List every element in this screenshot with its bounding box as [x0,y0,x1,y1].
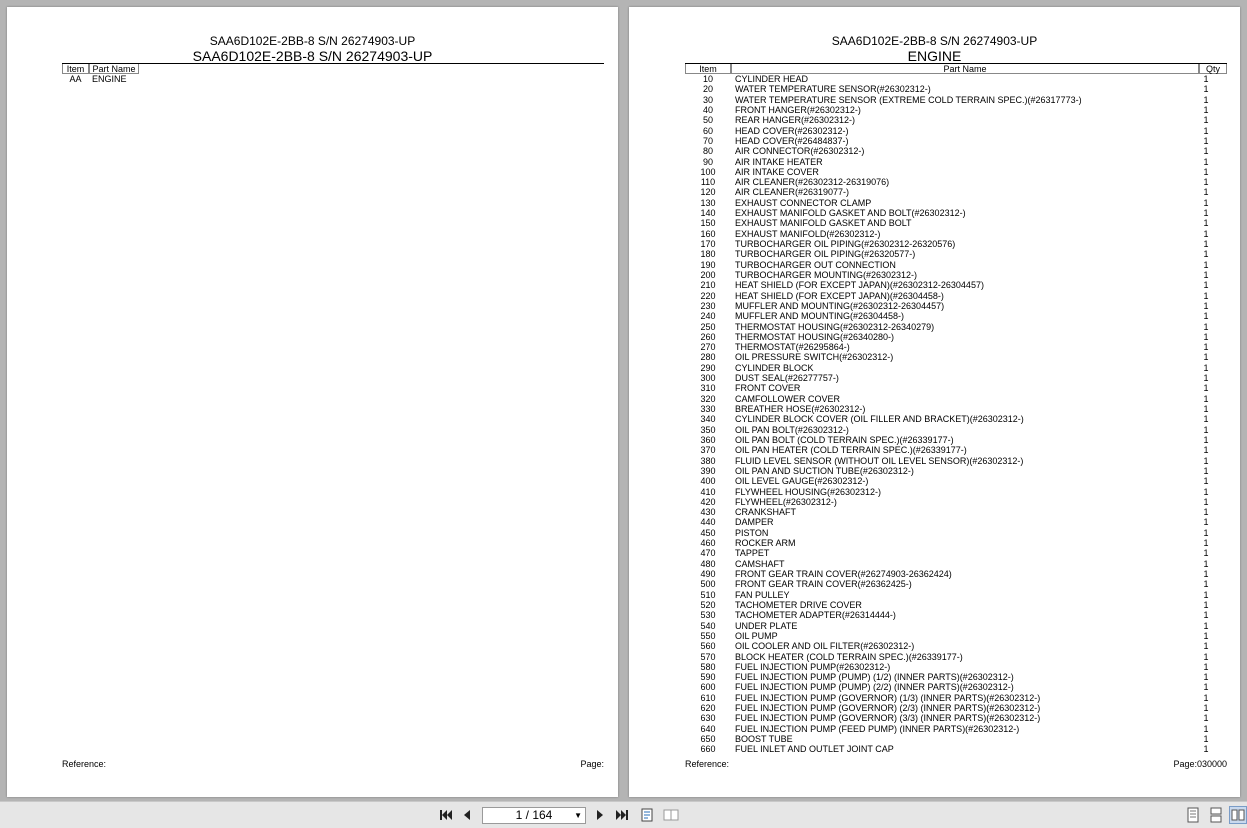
list-item[interactable] [629,84,1240,94]
row-qty: 1 [1203,104,1209,115]
row-part-name: TURBOCHARGER OIL PIPING(#26320577-) [735,249,916,260]
list-item[interactable] [629,95,1240,105]
list-item[interactable] [629,404,1240,414]
row-qty: 1 [1203,228,1209,239]
row-item-number: 340 [700,414,716,425]
row-item-number: 60 [702,125,713,136]
row-item-number: 630 [700,713,716,724]
row-part-name: THERMOSTAT HOUSING(#26340280-) [735,331,895,342]
list-item[interactable] [629,208,1240,218]
row-qty: 1 [1203,239,1209,249]
row-qty: 1 [1203,661,1209,672]
row-item-number: 590 [700,672,716,683]
row-item-number: 530 [700,610,716,621]
row-qty: 1 [1203,404,1209,414]
first-page-icon[interactable] [437,806,455,824]
left-page [7,7,618,797]
row-part-name: TURBOCHARGER OIL PIPING(#26302312-26320576) [735,239,956,249]
list-item[interactable] [629,270,1240,280]
list-item[interactable] [629,239,1240,249]
right-page-number: Page:030000 [1173,759,1227,769]
row-qty: 1 [1203,713,1209,724]
row-qty: 1 [1203,249,1209,260]
row-item-number: 370 [700,445,716,456]
viewer-toolbar [0,801,1247,828]
row-item-number: 130 [700,197,716,208]
row-item-number: 480 [700,558,716,569]
row-qty: 1 [1203,692,1209,703]
list-item[interactable] [629,363,1240,373]
row-item-number: 110 [700,177,716,188]
row-item-number: 10 [702,74,713,84]
row-item-number: 120 [700,187,716,198]
row-item-number: 260 [700,331,716,342]
row-part-name: FUEL INJECTION PUMP (FEED PUMP) (INNER PARTS)(#26302312-) [735,723,1020,734]
row-part-name: TACHOMETER DRIVE COVER [735,599,862,610]
list-item[interactable] [629,724,1240,734]
row-part-name: OIL PAN BOLT (COLD TERRAIN SPEC.)(#26339177-) [735,434,954,445]
row-part-name: FLUID LEVEL SENSOR (WITHOUT OIL LEVEL SENSOR)(#26302312-) [735,455,1024,466]
row-part-name: REAR HANGER(#26302312-) [735,115,856,126]
row-item-number: 660 [700,744,716,755]
row-item-number: 650 [700,734,716,744]
row-item-number: 40 [702,104,713,115]
row-item-number: 400 [700,476,716,487]
row-part-name: THERMOSTAT HOUSING(#26302312-26340279) [735,321,935,332]
row-item-number: 300 [700,373,716,384]
row-qty: 1 [1203,208,1209,219]
row-part-name: HEAD COVER(#26484837-) [735,135,849,146]
row-qty: 1 [1203,383,1209,394]
row-qty: 1 [1203,125,1209,136]
row-item-number: 310 [700,383,716,394]
row-qty: 1 [1203,527,1209,538]
left-page-number: Page: [580,759,604,769]
row-part-name: AIR INTAKE COVER [735,166,819,177]
list-item[interactable] [629,187,1240,197]
row-qty: 1 [1203,465,1209,476]
row-qty: 1 [1203,672,1209,683]
left-col-item: Item [62,64,89,74]
row-item-number: 620 [700,703,716,714]
list-item[interactable] [629,497,1240,507]
row-part-name: EXHAUST CONNECTOR CLAMP [735,197,872,208]
row-item-number: 320 [700,393,716,404]
row-qty: 1 [1203,156,1209,167]
row-item-number: 470 [700,548,716,559]
row-item-number: 280 [700,352,716,363]
row-item-number: 30 [702,94,713,105]
list-item[interactable] [629,600,1240,610]
row-qty: 1 [1203,548,1209,559]
row-item-number: 70 [702,135,713,146]
row-qty: 1 [1203,496,1209,507]
list-item[interactable] [7,74,618,84]
list-item[interactable] [629,352,1240,362]
row-qty: 1 [1203,166,1209,177]
row-qty: 1 [1203,74,1209,84]
row-item-number: 490 [700,569,716,579]
row-part-name: OIL PRESSURE SWITCH(#26302312-) [735,352,894,363]
row-part-name: THERMOSTAT(#26295864-) [735,342,850,353]
row-qty: 1 [1203,342,1209,353]
row-part-name: AIR INTAKE HEATER [735,156,823,167]
row-qty: 1 [1203,321,1209,332]
right-header-title: ENGINE [907,48,962,64]
row-item-number: 450 [700,527,716,538]
row-qty: 1 [1203,682,1209,693]
row-qty: 1 [1203,455,1209,466]
list-item[interactable] [629,662,1240,672]
row-part-name: FUEL INJECTION PUMP(#26302312-) [735,661,891,672]
row-item-number: 160 [700,228,716,239]
row-part-name: FUEL INJECTION PUMP (GOVERNOR) (1/3) (INNER PARTS)(#26302312-) [735,692,1041,703]
left-row-item: AA [69,74,82,84]
row-qty: 1 [1203,734,1209,744]
list-item[interactable] [629,435,1240,445]
row-qty: 1 [1203,311,1209,322]
row-item-number: 520 [700,599,716,610]
view-continuous-icon[interactable] [1207,806,1225,824]
list-item[interactable] [629,414,1240,424]
row-qty: 1 [1203,476,1209,487]
row-part-name: HEAT SHIELD (FOR EXCEPT JAPAN)(#26304458-) [735,290,944,301]
list-item[interactable] [629,476,1240,486]
row-part-name: BREATHER HOSE(#26302312-) [735,404,866,414]
list-item[interactable] [629,445,1240,455]
row-qty: 1 [1203,744,1209,755]
list-item[interactable] [629,146,1240,156]
row-part-name: FUEL INLET AND OUTLET JOINT CAP [735,744,894,755]
row-part-name: HEAD COVER(#26302312-) [735,125,849,136]
row-part-name: OIL LEVEL GAUGE(#26302312-) [735,476,869,487]
row-item-number: 510 [700,589,716,600]
list-item[interactable] [629,559,1240,569]
list-item[interactable] [629,229,1240,239]
list-item[interactable] [629,280,1240,290]
row-qty: 1 [1203,373,1209,384]
row-qty: 1 [1203,599,1209,610]
row-item-number: 20 [702,84,713,95]
row-part-name: DUST SEAL(#26277757-) [735,373,839,384]
row-part-name: EXHAUST MANIFOLD GASKET AND BOLT [735,218,912,229]
row-qty: 1 [1203,434,1209,445]
row-item-number: 240 [700,311,716,322]
row-qty: 1 [1203,507,1209,518]
row-qty: 1 [1203,723,1209,734]
right-col-qty: Qty [1199,64,1227,74]
list-item[interactable] [629,301,1240,311]
list-item[interactable] [629,466,1240,476]
row-item-number: 640 [700,723,716,734]
list-item[interactable] [629,394,1240,404]
row-item-number: 600 [700,682,716,693]
page-indicator[interactable] [482,807,586,824]
row-part-name: FRONT GEAR TRAIN COVER(#26362425-) [735,579,912,590]
row-qty: 1 [1203,269,1209,280]
row-qty: 1 [1203,610,1209,621]
row-qty: 1 [1203,177,1209,188]
row-part-name: CYLINDER HEAD [735,74,809,84]
row-qty: 1 [1203,641,1209,652]
row-part-name: MUFFLER AND MOUNTING(#26302312-26304457) [735,300,945,311]
row-item-number: 180 [700,249,716,260]
list-item[interactable] [629,652,1240,662]
row-qty: 1 [1203,84,1209,95]
right-parts-list [629,74,1240,755]
list-item[interactable] [629,517,1240,527]
row-qty: 1 [1203,362,1209,373]
row-qty: 1 [1203,538,1209,549]
list-item[interactable] [629,693,1240,703]
list-item[interactable] [629,383,1240,393]
list-item[interactable] [629,157,1240,167]
row-item-number: 550 [700,630,716,641]
row-item-number: 200 [700,269,716,280]
row-part-name: FLYWHEEL HOUSING(#26302312-) [735,486,882,497]
row-part-name: OIL PAN AND SUCTION TUBE(#26302312-) [735,465,914,476]
row-part-name: FRONT GEAR TRAIN COVER(#26274903-26362424) [735,569,952,579]
row-item-number: 570 [700,651,716,662]
row-part-name: CAMFOLLOWER COVER [735,393,841,404]
list-item[interactable] [629,74,1240,84]
list-item[interactable] [629,528,1240,538]
row-item-number: 150 [700,218,716,229]
row-item-number: 210 [700,280,716,291]
row-qty: 1 [1203,197,1209,208]
left-col-part-name: Part Name [89,64,139,74]
row-item-number: 350 [700,424,716,435]
row-part-name: FUEL INJECTION PUMP (GOVERNOR) (2/3) (INNER PARTS)(#26302312-) [735,703,1041,714]
row-qty: 1 [1203,517,1209,528]
list-item[interactable] [629,672,1240,682]
list-item[interactable] [629,631,1240,641]
row-item-number: 250 [700,321,716,332]
right-reference: Reference: [685,759,730,769]
row-item-number: 100 [700,166,716,177]
list-item[interactable] [629,105,1240,115]
row-item-number: 460 [700,538,716,549]
view-facing-icon[interactable] [1229,806,1247,824]
next-page-icon[interactable] [591,806,609,824]
row-qty: 1 [1203,579,1209,590]
list-item[interactable] [629,332,1240,342]
list-item[interactable] [629,115,1240,125]
row-part-name: WATER TEMPERATURE SENSOR (EXTREME COLD TERRAIN SPEC.)(#26317773-) [735,94,1082,105]
row-qty: 1 [1203,424,1209,435]
row-part-name: BLOCK HEATER (COLD TERRAIN SPEC.)(#26339177-) [735,651,963,662]
left-reference: Reference: [62,759,107,769]
row-qty: 1 [1203,135,1209,146]
row-qty: 1 [1203,589,1209,600]
view-single-icon[interactable] [1184,806,1202,824]
row-item-number: 190 [700,259,716,270]
row-item-number: 540 [700,620,716,631]
single-page-icon[interactable] [638,806,656,824]
left-header-rule [62,63,604,64]
row-item-number: 50 [702,115,713,126]
row-item-number: 380 [700,455,716,466]
row-qty: 1 [1203,300,1209,311]
list-item[interactable] [629,682,1240,692]
row-item-number: 270 [700,342,716,353]
row-item-number: 560 [700,641,716,652]
row-item-number: 90 [702,156,713,167]
list-item[interactable] [629,249,1240,259]
row-qty: 1 [1203,630,1209,641]
list-item[interactable] [629,579,1240,589]
list-item[interactable] [629,569,1240,579]
row-part-name: WATER TEMPERATURE SENSOR(#26302312-) [735,84,931,95]
row-item-number: 500 [700,579,716,590]
list-item[interactable] [629,487,1240,497]
right-page [629,7,1240,797]
page-indicator-text: 1 / 164 [515,808,553,822]
list-item[interactable] [629,538,1240,548]
list-item[interactable] [629,260,1240,270]
list-item[interactable] [629,218,1240,228]
right-col-part-name: Part Name [731,64,1199,74]
row-part-name: MUFFLER AND MOUNTING(#26304458-) [735,311,905,322]
list-item[interactable] [629,548,1240,558]
row-item-number: 410 [700,486,716,497]
row-item-number: 170 [700,239,716,249]
left-header-big: SAA6D102E-2BB-8 S/N 26274903-UP [192,48,433,64]
row-qty: 1 [1203,558,1209,569]
row-part-name: TURBOCHARGER MOUNTING(#26302312-) [735,269,918,280]
row-item-number: 220 [700,290,716,301]
list-item[interactable] [629,342,1240,352]
row-qty: 1 [1203,393,1209,404]
row-qty: 1 [1203,218,1209,229]
row-part-name: ROCKER ARM [735,538,796,549]
facing-pages-icon[interactable] [662,806,680,824]
row-part-name: CAMSHAFT [735,558,785,569]
row-part-name: DAMPER [735,517,774,528]
right-col-item: Item [685,64,731,74]
list-item[interactable] [629,703,1240,713]
list-item[interactable] [629,590,1240,600]
list-item[interactable] [629,322,1240,332]
list-item[interactable] [629,291,1240,301]
row-item-number: 360 [700,434,716,445]
row-qty: 1 [1203,620,1209,631]
row-item-number: 610 [700,692,716,703]
row-part-name: TAPPET [735,548,770,559]
row-part-name: BOOST TUBE [735,734,793,744]
row-part-name: FUEL INJECTION PUMP (PUMP) (2/2) (INNER PARTS)(#26302312-) [735,682,1014,693]
row-part-name: EXHAUST MANIFOLD GASKET AND BOLT(#26302312-) [735,208,966,219]
row-part-name: TURBOCHARGER OUT CONNECTION [735,259,896,270]
row-part-name: FLYWHEEL(#26302312-) [735,496,837,507]
row-qty: 1 [1203,187,1209,198]
list-item[interactable] [629,713,1240,723]
row-qty: 1 [1203,280,1209,291]
list-item[interactable] [629,373,1240,383]
chevron-down-icon: ▼ [574,811,582,820]
row-qty: 1 [1203,569,1209,579]
row-item-number: 290 [700,362,716,373]
row-part-name: AIR CLEANER(#26302312-26319076) [735,177,890,188]
row-part-name: FAN PULLEY [735,589,790,600]
row-part-name: OIL PAN HEATER (COLD TERRAIN SPEC.)(#26339177-) [735,445,967,456]
row-item-number: 390 [700,465,716,476]
row-part-name: CYLINDER BLOCK COVER (OIL FILLER AND BRACKET)(#26302312-) [735,414,1024,425]
list-item[interactable] [629,734,1240,744]
list-item[interactable] [629,621,1240,631]
prev-page-icon[interactable] [458,806,476,824]
row-item-number: 330 [700,404,716,414]
row-qty: 1 [1203,290,1209,301]
row-part-name: EXHAUST MANIFOLD(#26302312-) [735,228,881,239]
left-parts-list [7,74,618,84]
row-part-name: FUEL INJECTION PUMP (GOVERNOR) (3/3) (INNER PARTS)(#26302312-) [735,713,1041,724]
row-qty: 1 [1203,94,1209,105]
row-item-number: 140 [700,208,716,219]
row-part-name: AIR CLEANER(#26319077-) [735,187,850,198]
row-part-name: FUEL INJECTION PUMP (PUMP) (1/2) (INNER PARTS)(#26302312-) [735,672,1014,683]
list-item[interactable] [629,456,1240,466]
list-item[interactable] [629,610,1240,620]
row-item-number: 580 [700,661,716,672]
list-item[interactable] [629,126,1240,136]
list-item[interactable] [629,311,1240,321]
list-item[interactable] [629,425,1240,435]
row-part-name: HEAT SHIELD (FOR EXCEPT JAPAN)(#26302312-26304457) [735,280,984,291]
row-qty: 1 [1203,445,1209,456]
row-qty: 1 [1203,703,1209,714]
row-qty: 1 [1203,331,1209,342]
row-item-number: 230 [700,300,716,311]
row-qty: 1 [1203,115,1209,126]
list-item[interactable] [629,198,1240,208]
list-item[interactable] [629,177,1240,187]
last-page-icon[interactable] [613,806,631,824]
list-item[interactable] [629,167,1240,177]
row-part-name: CYLINDER BLOCK [735,362,814,373]
right-header-small: SAA6D102E-2BB-8 S/N 26274903-UP [831,34,1038,48]
row-part-name: OIL PAN BOLT(#26302312-) [735,424,849,435]
list-item[interactable] [629,744,1240,754]
row-item-number: 80 [702,146,713,157]
row-qty: 1 [1203,486,1209,497]
row-part-name: CRANKSHAFT [735,507,797,518]
row-part-name: TACHOMETER ADAPTER(#26314444-) [735,610,896,621]
row-item-number: 430 [700,507,716,518]
row-item-number: 420 [700,496,716,507]
list-item[interactable] [629,136,1240,146]
row-qty: 1 [1203,414,1209,425]
list-item[interactable] [629,641,1240,651]
list-item[interactable] [629,507,1240,517]
row-qty: 1 [1203,651,1209,662]
row-qty: 1 [1203,146,1209,157]
left-header-small: SAA6D102E-2BB-8 S/N 26274903-UP [209,34,416,48]
row-part-name: AIR CONNECTOR(#26302312-) [735,146,865,157]
row-part-name: PISTON [735,527,769,538]
row-part-name: FRONT HANGER(#26302312-) [735,104,861,115]
left-row-name: ENGINE [92,74,127,84]
row-item-number: 440 [700,517,716,528]
row-qty: 1 [1203,259,1209,270]
row-part-name: OIL COOLER AND OIL FILTER(#26302312-) [735,641,915,652]
row-part-name: FRONT COVER [735,383,801,394]
row-qty: 1 [1203,352,1209,363]
row-part-name: OIL PUMP [735,630,778,641]
row-part-name: UNDER PLATE [735,620,798,631]
